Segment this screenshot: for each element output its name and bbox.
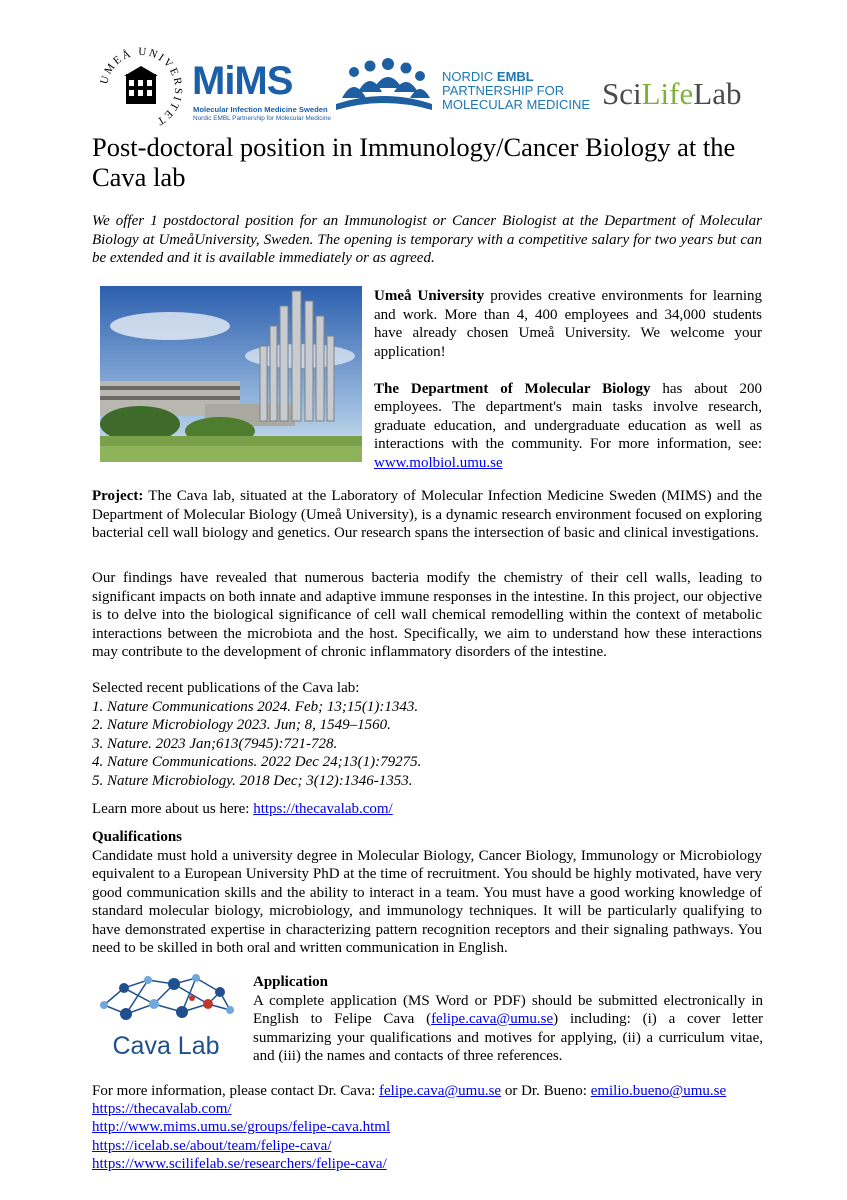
mims-subtitle: Molecular Infection Medicine Sweden — [193, 105, 328, 114]
mims-logo — [192, 60, 332, 120]
project-paragraph — [92, 487, 762, 543]
page-title: Post-doctoral position in Immunology/Cancer Biology at the Cava lab — [92, 132, 736, 192]
umu-ring-text: UMEÅ UNIVERSITET — [98, 45, 185, 129]
application-heading: Application — [253, 974, 329, 990]
umea-university-logo — [96, 44, 186, 134]
learn-more-text: Learn more about us here: — [92, 801, 254, 817]
application-email-link[interactable]: felipe.cava@umu.se — [431, 1011, 554, 1027]
qualifications-heading: Qualifications — [92, 829, 183, 845]
cavalab-link[interactable]: https://thecavalab.com/ — [253, 801, 393, 817]
learn-more-line — [92, 800, 762, 819]
contact-line — [92, 1082, 772, 1100]
application-text — [253, 992, 763, 1066]
application-block — [253, 973, 763, 1066]
contact-link-icelab[interactable]: https://icelab.se/about/team/felipe-cava/ — [92, 1137, 332, 1154]
dept-text: has about 200 employees. The department's main tasks involve research, graduate education, and undergraduate education as well as interactions with the community. For more information, see: — [374, 380, 762, 452]
contact-block — [92, 1082, 772, 1173]
intro-paragraph: We offer 1 postdoctoral position for an Immunologist or Cancer Biologist at the Department of Molecular Biology at UmeåUniversity, Sweden. The opening is temporary with a competitive salary for two years but can be extended and it is available immediately or as agreed. — [92, 213, 762, 266]
cava-email-link[interactable]: felipe.cava@umu.se — [379, 1083, 502, 1099]
campus-sculpture-photo — [100, 286, 362, 462]
umu-text: provides creative environments for learning and work. More than 4, 400 employees and 34,000 students have already chosen Umeå University. We welcome your application! — [374, 288, 762, 360]
scilifelab-logo — [602, 76, 741, 112]
umu-lead: Umeå University — [374, 288, 485, 304]
contact-text-1: For more information, please contact Dr. Cava: — [92, 1083, 379, 1099]
publications-heading: Selected recent publications of the Cava lab: — [92, 680, 360, 696]
mims-wordmark: MiMS — [192, 59, 293, 103]
bueno-email-link[interactable]: emilio.bueno@umu.se — [590, 1083, 727, 1099]
university-info — [374, 287, 762, 472]
molbiol-link[interactable]: www.molbiol.umu.se — [374, 454, 503, 471]
publication-item: 5. Nature Microbiology. 2018 Dec; 3(12):1346-1353. — [92, 772, 413, 789]
cava-lab-wordmark: Cava Lab — [112, 1032, 220, 1060]
dept-lead: The Department of Molecular Biology — [374, 380, 651, 397]
publication-item: 1. Nature Communications 2024. Feb; 13;15(1):1343. — [92, 698, 419, 715]
cava-lab-logo — [96, 970, 236, 1062]
findings-paragraph: Our findings have revealed that numerous bacteria modify the chemistry of their cell walls, leading to significant impacts on both innate and adaptive immune responses in the intestine. In this project, our objective is to delve into the biological significance of cell wall chemical remodelling within the context of metabolic interactions between the microbiota and the host. Specifically, we aim to understand how these interactions may contribute to the development of chronic inflammatory disorders of the intestine. — [92, 570, 762, 660]
project-text: The Cava lab, situated at the Laboratory of Molecular Infection Medicine Sweden (MIMS) and the Department of Molecular Biology (Umeå University), is a dynamic research environment focused on exploring bacterial cell wall biology and genetics. Our research spans the intersection of basic and clinical investigations. — [92, 488, 762, 541]
umu-paragraph — [374, 287, 762, 361]
mims-subtitle-2: Nordic EMBL Partnership for Molecular Medicine — [193, 115, 331, 122]
embl-partnership: PARTNERSHIP FOR — [442, 83, 565, 98]
project-lead: Project: — [92, 488, 144, 504]
contact-link-mims[interactable]: http://www.mims.umu.se/groups/felipe-cava.html — [92, 1119, 391, 1136]
qualifications-text: Candidate must hold a university degree in Molecular Biology, Cancer Biology, Immunology or Microbiology equivalent to a European University PhD at the time of recruitment. You should be highly motivated, have very good communication skills and the ability to interact in a team. You must have a good working knowledge of standard molecular biology, microbiology, and immunology techniques. It will be particularly qualifying to have demonstrated expertise in characterizing pattern recognition receptors and their signaling pathways. You need to be skilled in both oral and written communication in English. — [92, 847, 762, 956]
embl-molmed: MOLECULAR MEDICINE — [442, 97, 591, 112]
embl-people-icon — [336, 58, 432, 114]
nordic-embl-logo — [442, 70, 602, 112]
qualifications-block — [92, 828, 762, 958]
publications-block — [92, 679, 762, 819]
embl-nordic: NORDIC — [442, 69, 494, 84]
scilife-sci: Sci — [602, 76, 642, 111]
scilife-lab: Lab — [693, 76, 742, 111]
logo-row — [90, 44, 760, 140]
publication-item: 3. Nature. 2023 Jan;613(7945):721-728. — [92, 735, 338, 752]
application-text-1: A complete application (MS Word or PDF) should be submitted electronically in English to Felipe Cava ( — [253, 992, 763, 1027]
contact-text-2: or Dr. Bueno: — [501, 1083, 591, 1099]
publication-item: 2. Nature Microbiology 2023. Jun; 8, 1549–1560. — [92, 717, 391, 733]
contact-link-scilifelab[interactable]: https://www.scilifelab.se/researchers/felipe-cava/ — [92, 1155, 387, 1172]
application-text-2: ) including: (i) a cover letter summarizing your qualifications and motives for applying, (ii) a curriculum vitae, and (iii) the names and contacts of three references. — [253, 1011, 763, 1064]
contact-link-cavalab[interactable]: https://thecavalab.com/ — [92, 1101, 232, 1118]
dept-paragraph — [374, 380, 762, 473]
scilife-life: Life — [641, 76, 694, 111]
publication-item: 4. Nature Communications. 2022 Dec 24;13(1):79275. — [92, 754, 422, 770]
embl-word: EMBL — [496, 69, 534, 84]
